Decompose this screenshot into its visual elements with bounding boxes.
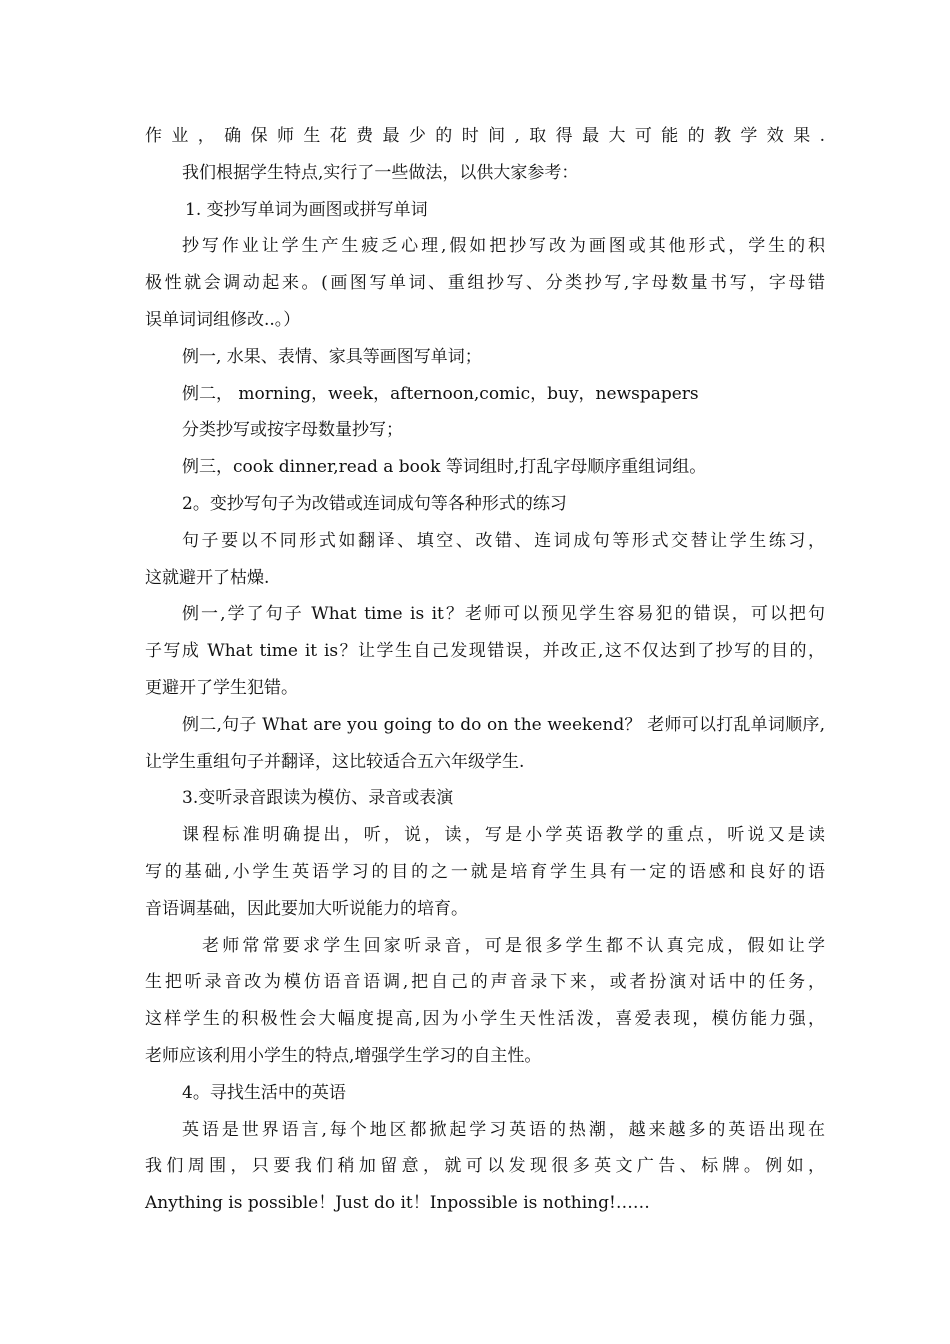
paragraph-line: 课程标准明确提出，听，说，读，写是小学英语教学的重点，听说又是读: [182, 825, 825, 846]
section-heading: 3.变听录音跟读为模仿、录音或表演: [182, 788, 454, 809]
paragraph-line: 我们根据学生特点,实行了一些做法，以供大家参考：: [182, 162, 579, 183]
paragraph-line: 分类抄写或按字母数量抄写；: [182, 420, 403, 441]
paragraph-line: 让学生重组句子并翻译，这比较适合五六年级学生.: [145, 751, 525, 772]
paragraph-line: 子写成 What time it is？让学生自己发现错误，并改正,这不仅达到了抄写的目的，: [145, 641, 825, 662]
paragraph-line: 例一, 水果、表情、家具等画图写单词；: [182, 346, 482, 367]
section-heading: 1. 变抄写单词为画图或拼写单词: [185, 199, 428, 220]
paragraph-line: Anything is possible！Just do it！Inpossible is nothing!……: [145, 1193, 650, 1214]
paragraph-line: 作业，确保师生花费最少的时间,取得最大可能的教学效果.: [145, 126, 825, 146]
paragraph-line: 这样学生的积极性会大幅度提高,因为小学生天性活泼，喜爱表现，模仿能力强，: [145, 1009, 825, 1030]
paragraph-line: 例二， morning，week，afternoon,comic，buy，newspapers: [182, 383, 699, 404]
paragraph-line: 英语是世界语言,每个地区都掀起学习英语的热潮，越来越多的英语出现在: [182, 1119, 825, 1140]
paragraph-line: 老师常常要求学生回家听录音，可是很多学生都不认真完成，假如让学: [202, 935, 825, 956]
paragraph-line: 生把听录音改为模仿语音语调,把自己的声音录下来，或者扮演对话中的任务，: [145, 972, 825, 993]
paragraph-line: 我们周围，只要我们稍加留意，就可以发现很多英文广告、标牌。例如，: [145, 1156, 825, 1177]
paragraph-line: 误单词词组修改..。）: [145, 309, 301, 330]
paragraph-line: 例二,句子 What are you going to do on the weekend？ 老师可以打乱单词顺序,: [182, 714, 825, 735]
paragraph-line: 抄写作业让学生产生疲乏心理,假如把抄写改为画图或其他形式，学生的积: [182, 236, 825, 257]
section-heading: 4。寻找生活中的英语: [182, 1082, 346, 1103]
paragraph-line: 例三，cook dinner,read a book 等词组时,打乱字母顺序重组词组。: [182, 457, 707, 478]
paragraph-line: 这就避开了枯燥.: [145, 567, 270, 588]
paragraph-line: 例一,学了句子 What time is it？老师可以预见学生容易犯的错误，可以把句: [182, 604, 825, 625]
document-body: [145, 118, 825, 1222]
paragraph-line: 写的基础,小学生英语学习的目的之一就是培育学生具有一定的语感和良好的语: [145, 861, 825, 882]
paragraph-line: 极性就会调动起来。(画图写单词、重组抄写、分类抄写,字母数量书写，字母错: [145, 273, 825, 294]
paragraph-line: 音语调基础，因此要加大听说能力的培育。: [145, 898, 468, 919]
paragraph-line: 老师应该利用小学生的特点,增强学生学习的自主性。: [145, 1045, 542, 1066]
paragraph-line: 句子要以不同形式如翻译、填空、改错、连词成句等形式交替让学生练习，: [182, 530, 825, 551]
section-heading: 2。变抄写句子为改错或连词成句等各种形式的练习: [182, 493, 567, 514]
paragraph-line: 更避开了学生犯错。: [145, 677, 298, 698]
